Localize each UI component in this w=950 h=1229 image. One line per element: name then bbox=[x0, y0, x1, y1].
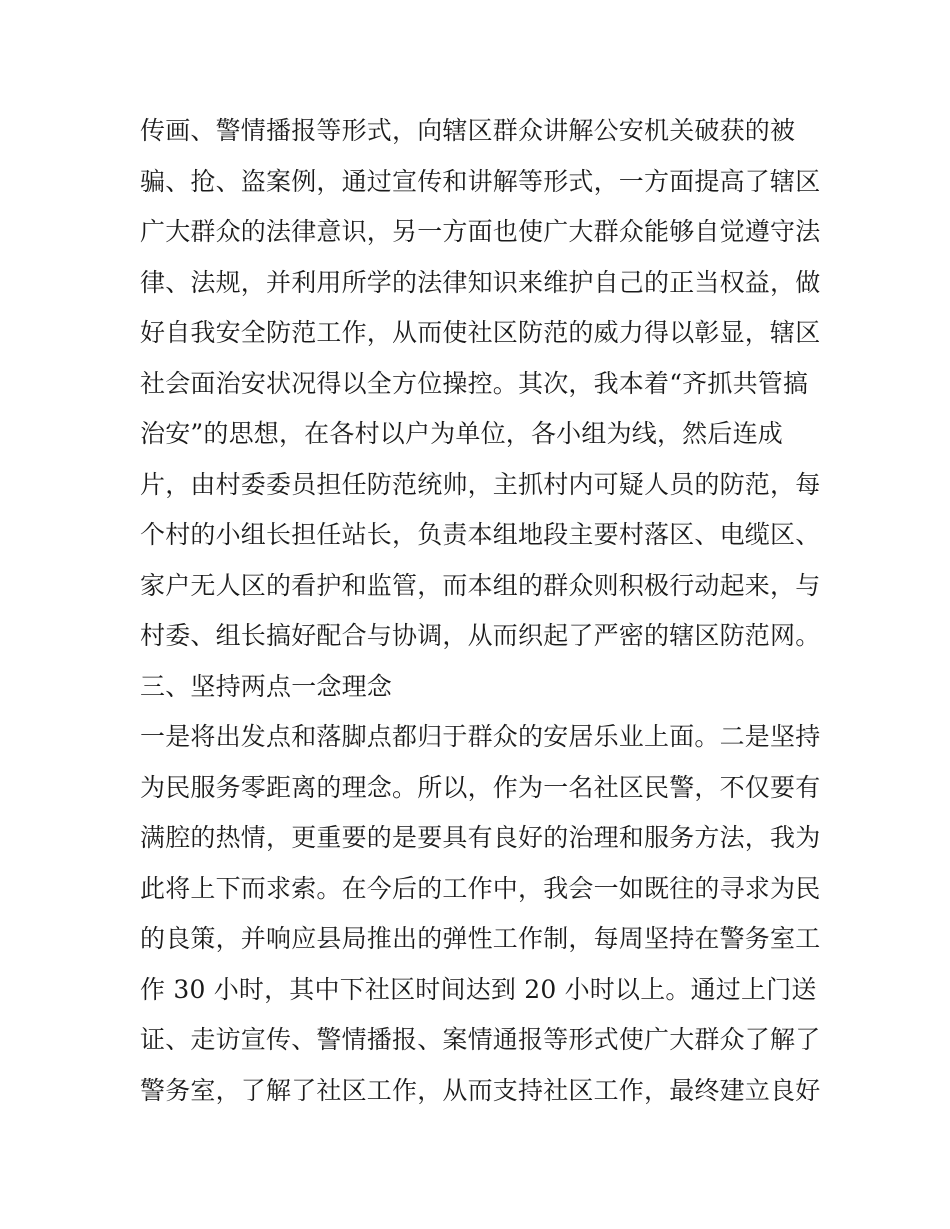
text-line: 村委、组长搞好配合与协调，从而织起了严密的辖区防范网。 bbox=[140, 621, 821, 650]
text-line: 作 30 小时，其中下社区时间达到 20 小时以上。通过上门送 bbox=[140, 974, 817, 1004]
text-line: 广大群众的法律意识，另一方面也使广大群众能够自觉遵守法 bbox=[140, 217, 821, 246]
text-line: 满腔的热情，更重要的是要具有良好的治理和服务方法，我为 bbox=[140, 823, 821, 852]
text-line: 片，由村委委员担任防范统帅，主抓村内可疑人员的防范，每 bbox=[140, 469, 821, 499]
text-line: 律、法规，并利用所学的法律知识来维护自己的正当权益，做 bbox=[140, 267, 821, 297]
text-line: 为民服务零距离的理念。所以，作为一名社区民警，不仅要有 bbox=[140, 772, 821, 802]
body-text bbox=[140, 106, 820, 1116]
text-line: 好自我安全防范工作，从而使社区防范的威力得以彰显，辖区 bbox=[140, 318, 821, 347]
text-line: 此将上下而求索。在今后的工作中，我会一如既往的寻求为民 bbox=[140, 873, 821, 903]
text-line: 一是将出发点和落脚点都归于群众的安居乐业上面。二是坚持 bbox=[140, 722, 821, 751]
text-line: 证、走访宣传、警情播报、案情通报等形式使广大群众了解了 bbox=[140, 1025, 821, 1054]
text-line: 的良策，并响应县局推出的弹性工作制，每周坚持在警务室工 bbox=[140, 924, 821, 953]
text-line: 传画、警情播报等形式，向辖区群众讲解公安机关破获的被 bbox=[140, 116, 796, 145]
text-line: 治安”的思想，在各村以户为单位，各小组为线，然后连成 bbox=[140, 419, 783, 448]
section-heading: 三、坚持两点一念理念 bbox=[140, 671, 393, 701]
text-line: 警务室，了解了社区工作，从而支持社区工作，最终建立良好 bbox=[140, 1075, 821, 1105]
text-line: 骗、抢、盗案例，通过宣传和讲解等形式，一方面提高了辖区 bbox=[140, 166, 821, 196]
text-line: 个村的小组长担任站长，负责本组地段主要村落区、电缆区、 bbox=[140, 520, 821, 549]
text-line: 社会面治安状况得以全方位操控。其次，我本着“齐抓共管搞 bbox=[140, 368, 809, 398]
text-line: 家户无人区的看护和监管，而本组的群众则积极行动起来，与 bbox=[140, 570, 821, 600]
